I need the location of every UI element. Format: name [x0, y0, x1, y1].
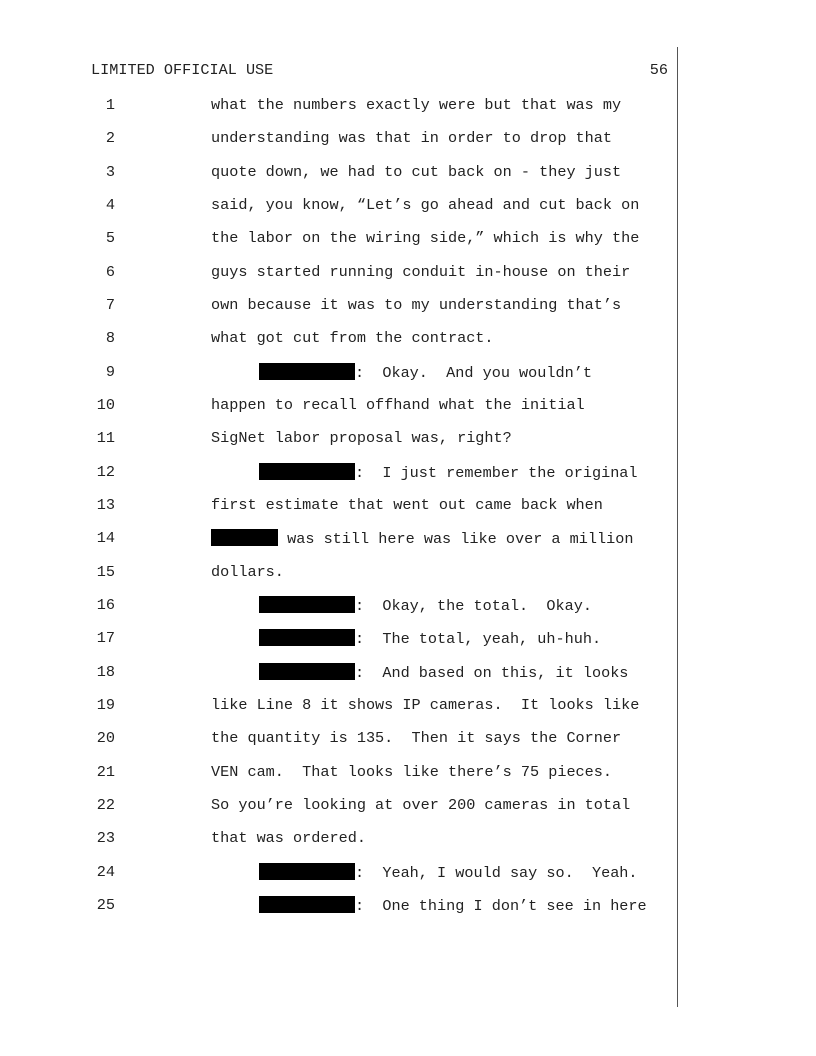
line-text: the labor on the wiring side,” which is why the	[211, 229, 640, 247]
line-text: understanding was that in order to drop that	[211, 129, 613, 147]
redacted-speaker-name	[259, 629, 355, 646]
redacted-speaker-name	[259, 363, 355, 380]
speaker-line	[259, 596, 592, 615]
line-number: 6	[105, 263, 115, 281]
line-text: SigNet labor proposal was, right?	[211, 429, 512, 447]
transcript-line	[0, 463, 680, 483]
line-number: 12	[96, 463, 115, 481]
line-number: 2	[105, 129, 115, 147]
line-text: the quantity is 135. Then it says the Corner	[211, 729, 622, 747]
transcript-line	[0, 96, 680, 116]
redacted-speaker-name	[259, 863, 355, 880]
line-text: So you’re looking at over 200 cameras in total	[211, 796, 631, 814]
transcript-line	[0, 763, 680, 783]
line-number: 14	[96, 529, 115, 547]
transcript-line	[0, 663, 680, 683]
line-text: happen to recall offhand what the initial	[211, 396, 585, 414]
line-number: 5	[105, 229, 115, 247]
line-text: : One thing I don’t see in here	[355, 897, 647, 915]
line-number: 13	[96, 496, 115, 514]
redacted-name	[211, 529, 278, 546]
transcript-line	[0, 396, 680, 416]
speaker-line	[259, 896, 647, 915]
transcript-line	[0, 529, 680, 549]
line-number: 23	[96, 829, 115, 847]
transcript-line	[0, 329, 680, 349]
redacted-speaker-name	[259, 463, 355, 480]
transcript-line	[0, 896, 680, 916]
line-text: : The total, yeah, uh-huh.	[355, 630, 602, 648]
transcript-line	[0, 263, 680, 283]
page-number: 56	[649, 61, 668, 79]
line-number: 4	[105, 196, 115, 214]
line-text: : Okay, the total. Okay.	[355, 597, 592, 615]
transcript-line	[0, 129, 680, 149]
line-text: : I just remember the original	[355, 464, 638, 482]
line-number: 25	[96, 896, 115, 914]
line-number: 3	[105, 163, 115, 181]
line-number: 18	[96, 663, 115, 681]
line-text: own because it was to my understanding that’s	[211, 296, 622, 314]
line-number: 1	[105, 96, 115, 114]
line-number: 19	[96, 696, 115, 714]
speaker-line	[259, 863, 638, 882]
speaker-line	[259, 629, 601, 648]
transcript-line	[0, 196, 680, 216]
speaker-line	[259, 463, 638, 482]
redacted-speaker-name	[259, 896, 355, 913]
transcript-line	[0, 496, 680, 516]
transcript-line	[0, 863, 680, 883]
line-text: what got cut from the contract.	[211, 329, 494, 347]
line-text: quote down, we had to cut back on - they just	[211, 163, 622, 181]
line-text: VEN cam. That looks like there’s 75 pieces.	[211, 763, 613, 781]
transcript-line	[0, 829, 680, 849]
transcript-line	[0, 429, 680, 449]
line-text: first estimate that went out came back when	[211, 496, 603, 514]
line-text: what the numbers exactly were but that was my	[211, 96, 622, 114]
transcript-line	[0, 796, 680, 816]
line-number: 15	[96, 563, 115, 581]
line-number: 20	[96, 729, 115, 747]
line-number: 22	[96, 796, 115, 814]
line-text: dollars.	[211, 563, 284, 581]
transcript-line	[0, 229, 680, 249]
transcript-line	[0, 596, 680, 616]
transcript-line	[0, 729, 680, 749]
line-text: like Line 8 it shows IP cameras. It looks like	[211, 696, 640, 714]
line-number: 16	[96, 596, 115, 614]
line-text: that was ordered.	[211, 829, 366, 847]
line-number: 24	[96, 863, 115, 881]
line-text: : Yeah, I would say so. Yeah.	[355, 864, 638, 882]
transcript-line	[0, 163, 680, 183]
line-text: was still here was like over a million	[278, 530, 634, 548]
line-number: 9	[105, 363, 115, 381]
classification-header: LIMITED OFFICIAL USE	[91, 61, 274, 79]
name-line	[211, 529, 633, 548]
line-number: 8	[105, 329, 115, 347]
line-number: 7	[105, 296, 115, 314]
line-text: : Okay. And you wouldn’t	[355, 364, 592, 382]
transcript-line	[0, 696, 680, 716]
transcript-line	[0, 296, 680, 316]
line-number: 17	[96, 629, 115, 647]
line-number: 21	[96, 763, 115, 781]
transcript-line	[0, 563, 680, 583]
line-number: 11	[96, 429, 115, 447]
redacted-speaker-name	[259, 596, 355, 613]
speaker-line	[259, 363, 592, 382]
redacted-speaker-name	[259, 663, 355, 680]
line-text: guys started running conduit in-house on their	[211, 263, 631, 281]
speaker-line	[259, 663, 628, 682]
line-text: said, you know, “Let’s go ahead and cut back on	[211, 196, 640, 214]
transcript-line	[0, 629, 680, 649]
transcript-line	[0, 363, 680, 383]
line-number: 10	[96, 396, 115, 414]
line-text: : And based on this, it looks	[355, 664, 629, 682]
